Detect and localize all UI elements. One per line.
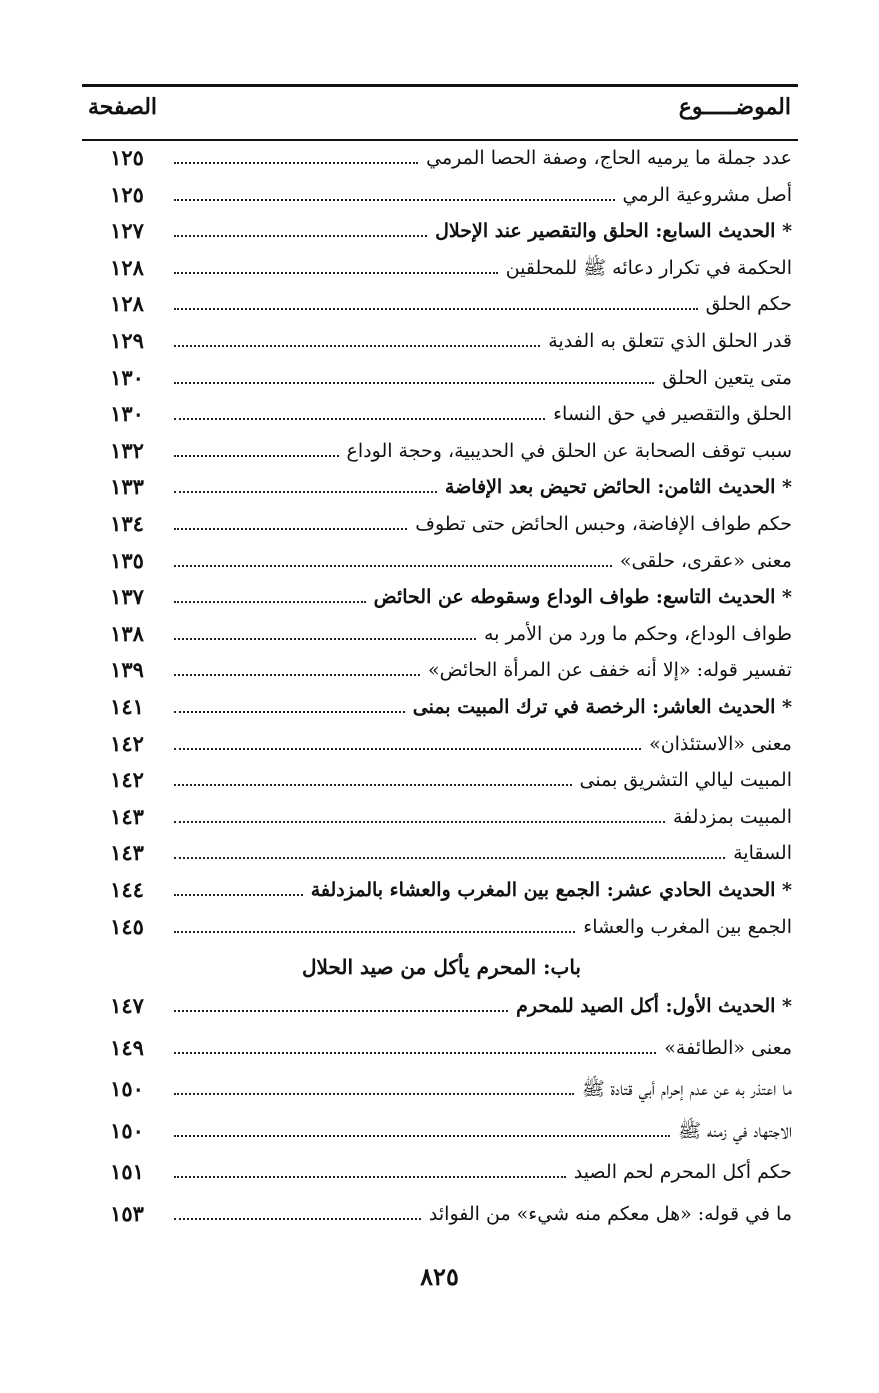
- entry-page-number: ١٥٠: [110, 1117, 144, 1143]
- entry-title: المبيت ليالي التشريق بمنى: [579, 769, 792, 792]
- entry-page-number: ١٢٨: [110, 254, 144, 280]
- entry-text-cell: [174, 286, 792, 322]
- toc-entry: [82, 616, 798, 652]
- entry-title: معنى «الطائفة»: [664, 1036, 792, 1059]
- entry-text-cell: [174, 835, 792, 871]
- entry-page-number: ١٣٠: [110, 401, 144, 427]
- entry-title: الجمع بين المغرب والعشاء: [583, 915, 792, 938]
- dot-leader: [174, 821, 665, 823]
- dot-leader: [174, 528, 407, 530]
- entry-title: طواف الوداع، وحكم ما ورد من الأمر به: [483, 622, 792, 645]
- dot-leader: [174, 491, 437, 493]
- entry-title: الاجتهاد في زمنه ﷺ: [678, 1119, 792, 1142]
- toc-entry: [82, 652, 798, 688]
- entry-title: معنى «عقرى، حلقى»: [619, 549, 792, 572]
- toc-entry: [82, 469, 798, 505]
- entry-page-number: ١٤٣: [110, 840, 144, 866]
- entry-page-number: ١٣٢: [110, 437, 144, 463]
- entry-text-cell: [174, 433, 792, 469]
- entry-page-number: ١٤٢: [110, 730, 144, 756]
- entry-title: * الحديث العاشر: الرخصة في ترك المبيت بمنى: [412, 696, 792, 718]
- toc-entry: [82, 323, 798, 359]
- entry-text-cell: [174, 652, 792, 688]
- toc-entry: [82, 286, 798, 322]
- toc-entry: [82, 433, 798, 469]
- entry-title: حكم أكل المحرم لحم الصيد: [573, 1161, 792, 1183]
- entry-title: تفسير قوله: «إلا أنه خفف عن المرأة الحائض»: [427, 659, 792, 682]
- entry-title: حكم الحلق: [705, 293, 792, 316]
- toc-entry: [82, 1030, 798, 1066]
- entry-title: * الحديث السابع: الحلق والتقصير عند الإحلال: [435, 220, 792, 243]
- entry-title: معنى «الاستئذان»: [649, 732, 792, 755]
- toc-entry: [82, 988, 798, 1024]
- dot-leader: [174, 748, 641, 750]
- entry-title: ما اعتذر به عن عدم إحرام أبي قتادة ﷺ: [581, 1078, 792, 1100]
- dot-leader: [174, 162, 418, 164]
- entry-text-cell: [174, 469, 792, 505]
- entry-page-number: ١٣٤: [110, 511, 144, 536]
- toc-entry: [82, 1071, 798, 1107]
- entry-title: ما في قوله: «هل معكم منه شيء» من الفوائد: [428, 1202, 792, 1225]
- entry-title: * الحديث الأول: أكل الصيد للمحرم: [516, 995, 792, 1017]
- dot-leader: [174, 1176, 566, 1178]
- entry-text-cell: [174, 988, 792, 1024]
- entry-page-number: ١٤١: [110, 694, 144, 719]
- section-title: باب: المحرم يأكل من صيد الحلال: [301, 955, 582, 979]
- entry-page-number: ١٣٩: [110, 657, 144, 683]
- toc-entry: [82, 726, 798, 762]
- dot-leader: [174, 674, 420, 676]
- dot-leader: [174, 1135, 670, 1137]
- top-rule: [82, 84, 798, 87]
- entry-page-number: ١٥٠: [110, 1076, 144, 1101]
- entry-title: قدر الحلق الذي تتعلق به الفدية: [548, 330, 792, 352]
- toc-entry: [82, 213, 798, 249]
- entry-page-number: ١٤٥: [110, 913, 144, 939]
- entry-title: متى يتعين الحلق: [662, 366, 792, 389]
- toc-entry: [82, 1154, 798, 1190]
- dot-leader: [174, 345, 540, 347]
- entry-text-cell: [174, 872, 792, 908]
- entry-page-number: ١٢٨: [110, 291, 144, 317]
- entry-page-number: ١٤٩: [110, 1034, 144, 1060]
- dot-leader: [174, 1052, 656, 1054]
- entry-text-cell: [174, 689, 792, 725]
- entry-page-number: ١٢٩: [110, 328, 144, 353]
- toc-entry: [82, 872, 798, 908]
- dot-leader: [174, 272, 498, 274]
- entry-text-cell: [174, 909, 792, 945]
- entry-text-cell: [174, 506, 792, 542]
- toc-entry: [82, 909, 798, 945]
- toc-entry: [82, 762, 798, 798]
- dot-leader: [174, 894, 303, 896]
- entry-page-number: ١٢٥: [110, 145, 144, 170]
- entry-page-number: ١٤٧: [110, 993, 144, 1018]
- entry-page-number: ١٤٣: [110, 803, 144, 829]
- entry-title: الحلق والتقصير في حق النساء: [553, 403, 792, 426]
- entry-title: الحكمة في تكرار دعائه ﷺ للمحلقين: [505, 256, 792, 279]
- entry-text-cell: [174, 543, 792, 579]
- entry-title: عدد جملة ما يرميه الحاج، وصفة الحصا المرمي: [426, 147, 792, 169]
- dot-leader: [174, 601, 366, 603]
- toc-entry: [82, 835, 798, 871]
- entry-text-cell: [174, 250, 792, 286]
- entry-text-cell: [174, 616, 792, 652]
- dot-leader: [174, 308, 698, 310]
- toc-entry: [82, 799, 798, 835]
- entry-text-cell: [174, 1196, 792, 1232]
- dot-leader: [174, 784, 572, 786]
- page-column-header: الصفحة: [88, 94, 158, 120]
- toc-entry: [82, 506, 798, 542]
- toc-entry: [82, 177, 798, 213]
- entry-text-cell: [174, 1113, 792, 1149]
- entry-page-number: ١٥١: [110, 1159, 144, 1184]
- entry-text-cell: [174, 1154, 792, 1190]
- entry-page-number: ١٤٤: [110, 877, 144, 902]
- dot-leader: [174, 199, 615, 201]
- dot-leader: [174, 1218, 421, 1220]
- dot-leader: [174, 857, 725, 859]
- entry-title: سبب توقف الصحابة عن الحلق في الحديبية، وحجة الوداع: [346, 439, 792, 462]
- toc-entry: [82, 689, 798, 725]
- toc-entry: [82, 360, 798, 396]
- entry-page-number: ١٥٣: [110, 1200, 144, 1226]
- entry-page-number: ١٣٠: [110, 364, 144, 390]
- dot-leader: [174, 418, 545, 420]
- dot-leader: [174, 1093, 574, 1095]
- entry-text-cell: [174, 213, 792, 249]
- dot-leader: [174, 711, 405, 713]
- toc-entry: [82, 1113, 798, 1149]
- entry-text-cell: [174, 799, 792, 835]
- entry-page-number: ١٣٥: [110, 547, 144, 573]
- entry-text-cell: [174, 579, 792, 615]
- entry-title: * الحديث الثامن: الحائض تحيض بعد الإفاضة: [444, 476, 792, 499]
- toc-entry: [82, 140, 798, 176]
- entry-text-cell: [174, 140, 792, 176]
- entry-text-cell: [174, 1030, 792, 1066]
- entry-text-cell: [174, 726, 792, 762]
- entry-title: المبيت بمزدلفة: [672, 805, 792, 828]
- entry-page-number: ١٣٧: [110, 584, 144, 610]
- entry-page-number: ١٤٢: [110, 767, 144, 793]
- entry-text-cell: [174, 762, 792, 798]
- entry-text-cell: [174, 1071, 792, 1107]
- entry-title: السقاية: [733, 842, 792, 865]
- page-number: ٨٢٥: [420, 1262, 459, 1291]
- dot-leader: [174, 565, 612, 567]
- topic-column-header: الموضـــــوع: [678, 94, 791, 120]
- toc-entry: [82, 579, 798, 615]
- entry-title: حكم طواف الإفاضة، وحبس الحائض حتى تطوف: [415, 513, 792, 535]
- toc-entry: [82, 1196, 798, 1232]
- entry-text-cell: [174, 177, 792, 213]
- entry-text-cell: [174, 323, 792, 359]
- toc-entry: [82, 396, 798, 432]
- dot-leader: [174, 1010, 508, 1012]
- entry-title: * الحديث التاسع: طواف الوداع وسقوطه عن الحائض: [373, 586, 792, 609]
- entry-title: أصل مشروعية الرمي: [622, 183, 792, 206]
- toc-entry: [82, 543, 798, 579]
- dot-leader: [174, 235, 427, 237]
- dot-leader: [174, 638, 476, 640]
- dot-leader: [174, 455, 339, 457]
- entry-title: * الحديث الحادي عشر: الجمع بين المغرب والعشاء بالمزدلفة: [310, 879, 792, 901]
- entry-text-cell: [174, 360, 792, 396]
- dot-leader: [174, 382, 654, 384]
- entry-page-number: ١٣٨: [110, 620, 144, 646]
- toc-entry: [82, 250, 798, 286]
- dot-leader: [174, 931, 575, 933]
- entry-page-number: ١٢٥: [110, 181, 144, 207]
- entry-page-number: ١٢٧: [110, 218, 144, 244]
- entry-page-number: ١٣٣: [110, 474, 144, 500]
- entry-text-cell: [174, 396, 792, 432]
